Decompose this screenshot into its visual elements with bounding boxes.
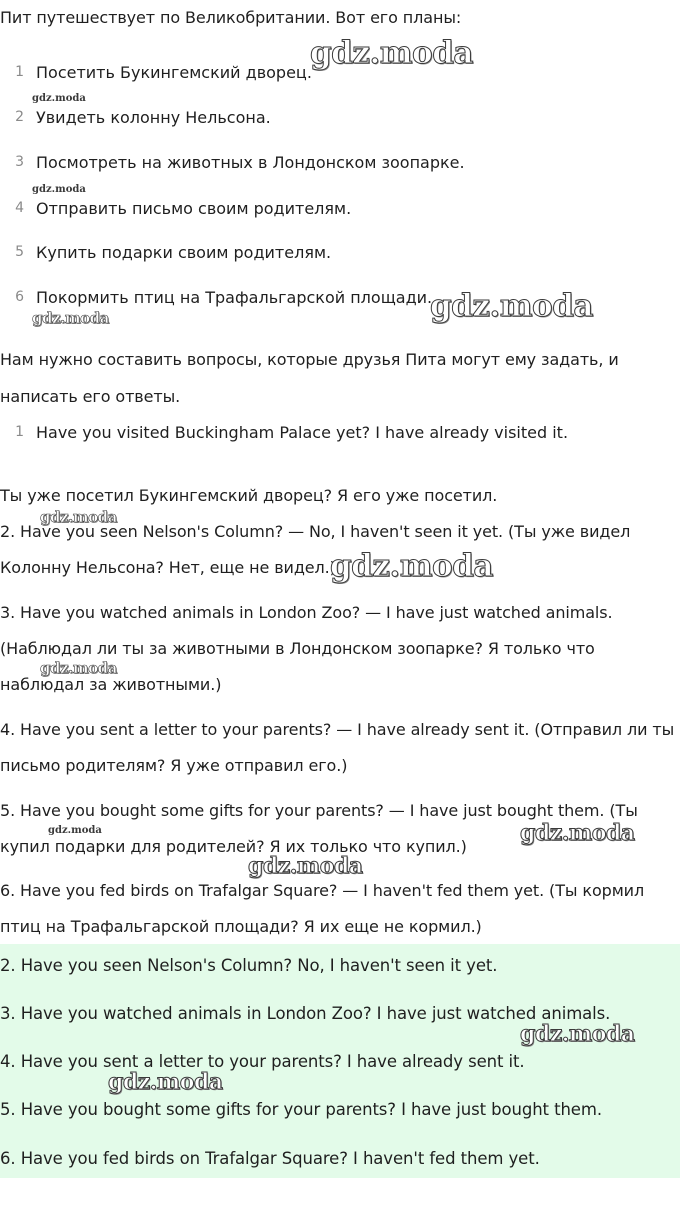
watermark-logo: gdz.moda [520, 1021, 635, 1047]
watermark-logo: gdz.moda [32, 309, 109, 327]
summary-line-3: 3. Have you watched animals in London Zoo? I have just watched animals. [0, 1004, 611, 1023]
list-number: 1 [15, 424, 24, 440]
translation-1: Ты уже посетил Букингемский дворец? Я его уже посетил. [0, 486, 498, 505]
list-number: 6 [15, 289, 24, 305]
plan-text: Покормить птиц на Трафальгарской площади. [36, 288, 433, 307]
answer-6-line-1: 6. Have you fed birds on Trafalgar Square? — I haven't fed them yet. (Ты кормил [0, 881, 645, 900]
plan-text: Купить подарки своим родителям. [36, 243, 332, 262]
answer-6-line-2: птиц на Трафальгарской площади? Я их еще не кормил.) [0, 917, 482, 936]
watermark-logo: gdz.moda [430, 288, 593, 324]
plan-text: Отправить письмо своим родителям. [36, 199, 352, 218]
answer-2-line-1: 2. Have you seen Nelson's Column? — No, I haven't seen it yet. (Ты уже видел [0, 522, 631, 541]
watermark-logo: gdz.moda [248, 853, 363, 879]
list-number: 3 [15, 154, 24, 170]
answer-3-line-2: (Наблюдал ли ты за животными в Лондонском зоопарке? Я только что [0, 639, 595, 658]
list-number: 4 [15, 200, 24, 216]
watermark-logo: gdz.moda [32, 93, 86, 104]
watermark-logo: gdz.moda [520, 820, 635, 846]
answer-text: Have you visited Buckingham Palace yet? I have already visited it. [36, 423, 569, 442]
answer-3-line-1: 3. Have you watched animals in London Zoo? — I have just watched animals. [0, 603, 613, 622]
task-line-1: Нам нужно составить вопросы, которые друзья Пита могут ему задать, и [0, 350, 619, 369]
answer-5-line-2: купил подарки для родителей? Я их только что купил.) [0, 837, 467, 856]
summary-line-6: 6. Have you fed birds on Trafalgar Square? I haven't fed them yet. [0, 1149, 540, 1168]
task-line-2: написать его ответы. [0, 387, 181, 406]
watermark-logo: gdz.moda [310, 35, 473, 71]
watermark-logo: gdz.moda [32, 184, 86, 195]
answer-2-line-2: Колонну Нельсона? Нет, еще не видел.) [0, 558, 336, 577]
watermark-logo: gdz.moda [108, 1069, 223, 1095]
answer-5-line-1: 5. Have you bought some gifts for your parents? — I have just bought them. (Ты [0, 801, 638, 820]
watermark-logo: gdz.moda [330, 548, 493, 584]
watermark-logo: gdz.moda [40, 659, 117, 677]
answer-3-line-3: наблюдал за животными.) [0, 675, 222, 694]
watermark-logo: gdz.moda [48, 825, 102, 836]
summary-line-2: 2. Have you seen Nelson's Column? No, I haven't seen it yet. [0, 956, 498, 975]
summary-line-5: 5. Have you bought some gifts for your parents? I have just bought them. [0, 1100, 602, 1119]
answer-4-line-1: 4. Have you sent a letter to your parents? — I have already sent it. (Отправил ли ты [0, 720, 675, 739]
plan-text: Увидеть колонну Нельсона. [36, 108, 271, 127]
answer-4-line-2: письмо родителям? Я уже отправил его.) [0, 756, 348, 775]
list-number: 1 [15, 64, 24, 80]
plan-text: Посмотреть на животных в Лондонском зоопарке. [36, 153, 465, 172]
list-number: 5 [15, 244, 24, 260]
intro-text: Пит путешествует по Великобритании. Вот его планы: [0, 8, 462, 27]
watermark-logo: gdz.moda [40, 508, 117, 526]
list-number: 2 [15, 109, 24, 125]
summary-line-4: 4. Have you sent a letter to your parents? I have already sent it. [0, 1052, 525, 1071]
plan-text: Посетить Букингемский дворец. [36, 63, 312, 82]
